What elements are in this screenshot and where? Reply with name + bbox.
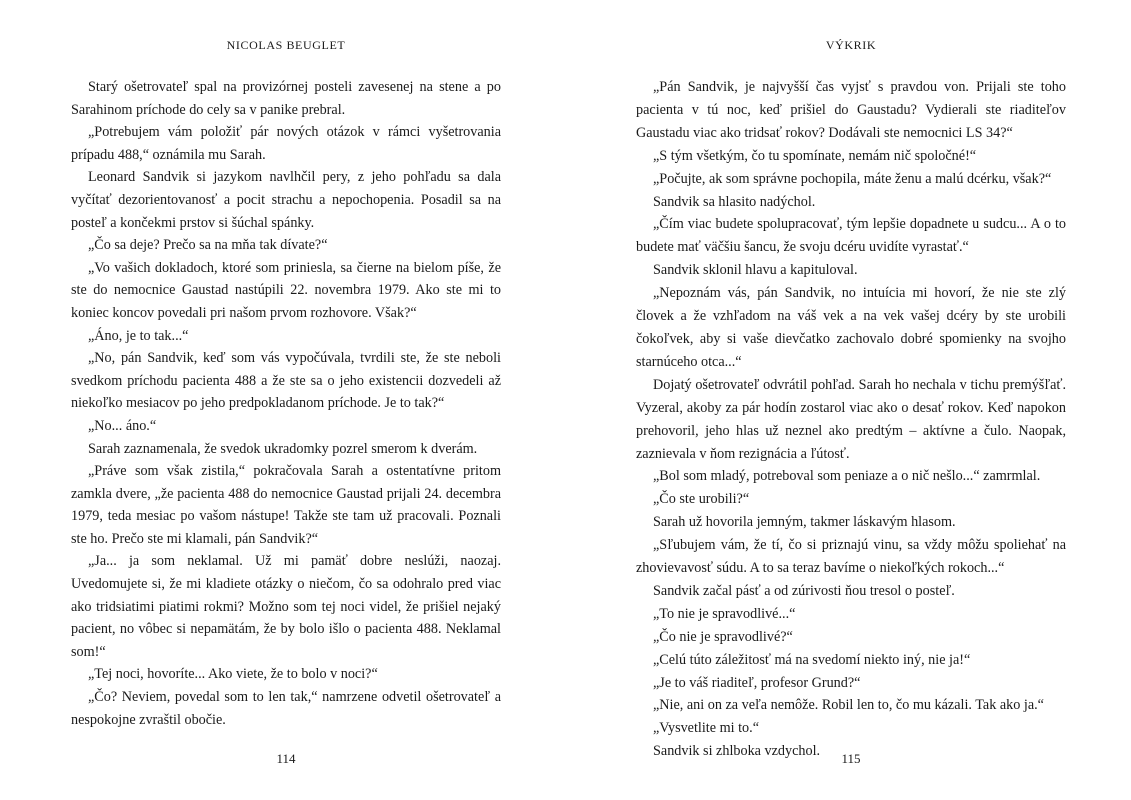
paragraph: „Celú túto záležitosť má na svedomí niekto iný, nie ja!“ — [653, 651, 971, 668]
paragraph: Sandvik si zhlboka vzdychol. — [653, 743, 821, 760]
paragraph: „Čo? Neviem, povedal som to len tak,“ namrzene odvetil ošetrovateľ a nespokojne zvraštil obočie. — [71, 689, 501, 728]
paragraph: „Áno, je to tak...“ — [88, 327, 189, 344]
paragraph: Sandvik sa hlasito nadýchol. — [653, 193, 816, 210]
paragraph: „No... áno.“ — [88, 417, 157, 434]
paragraph: Leonard Sandvik si jazykom navlhčil pery, z jeho pohľadu sa dala vyčítať dezorientovanosť a pocit strachu a nepochopenia. Posadil sa na posteľ a končekmi prstov si šúchal spánky. — [71, 169, 501, 231]
paragraph: „Tej noci, hovoríte... Ako viete, že to bolo v noci?“ — [88, 666, 378, 683]
paragraph: „Nie, ani on za veľa nemôže. Robil len to, čo mu kázali. Tak ako ja.“ — [653, 697, 1044, 714]
paragraph: Starý ošetrovateľ spal na provizórnej posteli zavesenej na stene a po Sarahinom príchode do cely sa v panike prebral. — [71, 79, 501, 118]
paragraph: „Sľubujem vám, že tí, čo si priznajú vinu, sa vždy môžu spoliehať na zhovievavosť súdu. A to sa teraz bavíme o niekoľkých rokoch...“ — [636, 537, 1066, 577]
right-page — [636, 0, 1066, 800]
paragraph: „To nie je spravodlivé...“ — [653, 605, 796, 622]
paragraph: „Čo sa deje? Prečo sa na mňa tak dívate?“ — [88, 237, 328, 254]
paragraph: Dojatý ošetrovateľ odvrátil pohľad. Sarah ho nechala v tichu premýšľať. Vyzeral, akoby za pár hodín zostarol viac ako o desať rokov. Keď napokon prehovoril, jeho hlas už neznel ako predtým – aktívne a čulo. Naopak, zaznievala v ňom rezignácia a ľútosť. — [636, 376, 1066, 462]
page-number-left: 114 — [276, 751, 296, 766]
paragraph: Sarah už hovorila jemným, takmer láskavým hlasom. — [653, 514, 956, 531]
paragraph: Sandvik sklonil hlavu a kapituloval. — [653, 262, 858, 279]
paragraph: „No, pán Sandvik, keď som vás vypočúvala, tvrdili ste, že ste neboli svedkom príchodu pacienta 488 a že ste sa o jeho existencii dozvedeli až niekoľko mesiacov po jeho predpokladanom príchode. Je to tak?“ — [71, 350, 501, 412]
paragraph: „Počujte, ak som správne pochopila, máte ženu a malú dcérku, však?“ — [653, 170, 1052, 187]
paragraph: „Čím viac budete spolupracovať, tým lepšie dopadnete u sudcu... A o to budete mať väčšiu šancu, že svoju dcéru uvidíte vyrastať.“ — [636, 216, 1066, 256]
paragraph: „S tým všetkým, čo tu spomínate, nemám nič spoločné!“ — [653, 147, 977, 164]
paragraph: „Nepoznám vás, pán Sandvik, no intuícia mi hovorí, že nie ste zlý človek a že vzhľadom na váš vek a na vek vašej dcéry by ste urobili čokoľvek, aby si vaše dievčatko zachovalo dobré spomienky na svojho starnúceho otca...“ — [636, 285, 1066, 370]
paragraph: „Bol som mladý, potreboval som peniaze a o nič nešlo...“ zamrmlal. — [653, 468, 1041, 485]
running-head-title: VÝKRIK — [825, 38, 877, 52]
paragraph: „Čo ste urobili?“ — [653, 491, 750, 508]
paragraph: Sandvik začal pásť a od zúrivosti ňou tresol o posteľ. — [653, 582, 955, 599]
right-page-body — [636, 76, 1066, 763]
paragraph: Sarah zaznamenala, že svedok ukradomky pozrel smerom k dverám. — [88, 440, 478, 457]
paragraph: „Práve som však zistila,“ pokračovala Sarah a ostentatívne pritom zamkla dvere, „že pacienta 488 do nemocnice Gaustad prijali 24. decembra 1979, teda mesiac po vašom nástupe! Takže ste tam už pracovali. Poznali ste ho. Prečo ste mi klamali, pán Sandvik?“ — [71, 463, 501, 547]
left-page — [71, 0, 501, 800]
paragraph: „Vo vašich dokladoch, ktoré som priniesla, sa čierne na bielom píše, že ste do nemocnice Gaustad nastúpili 22. novembra 1979. Ako ste mi to koniec koncov povedali pri našom prvom rozhovore. Však?“ — [71, 259, 501, 321]
paragraph: „Je to váš riaditeľ, profesor Grund?“ — [653, 674, 861, 691]
paragraph: „Pán Sandvik, je najvyšší čas vyjsť s pravdou von. Prijali ste toho pacienta v tú noc, keď prišiel do Gaustadu? Vydierali ste riaditeľov Gaustadu viac ako tridsať rokov? Dodávali ste nemocnici LS 34?“ — [636, 79, 1066, 141]
left-page-body — [71, 76, 501, 731]
page-number-right: 115 — [841, 751, 861, 766]
paragraph: „Vysvetlite mi to.“ — [653, 720, 759, 737]
paragraph: „Čo nie je spravodlivé?“ — [653, 628, 793, 645]
running-head-author: NICOLAS BEUGLET — [226, 38, 346, 52]
paragraph: „Potrebujem vám položiť pár nových otázok v rámci vyšetrovania prípadu 488,“ oznámila mu Sarah. — [71, 124, 501, 163]
paragraph: „Ja... ja som neklamal. Už mi pamäť dobre neslúži, naozaj. Uvedomujete si, že mi kladiete otázky o niečom, čo sa odohralo pred viac ako tridsiatimi piatimi rokmi? Možno som tej noci videl, že prišiel nejaký pacient, no vôbec si nepamätám, že by bolo išlo o pacienta 488. Neklamal som!“ — [71, 553, 501, 660]
